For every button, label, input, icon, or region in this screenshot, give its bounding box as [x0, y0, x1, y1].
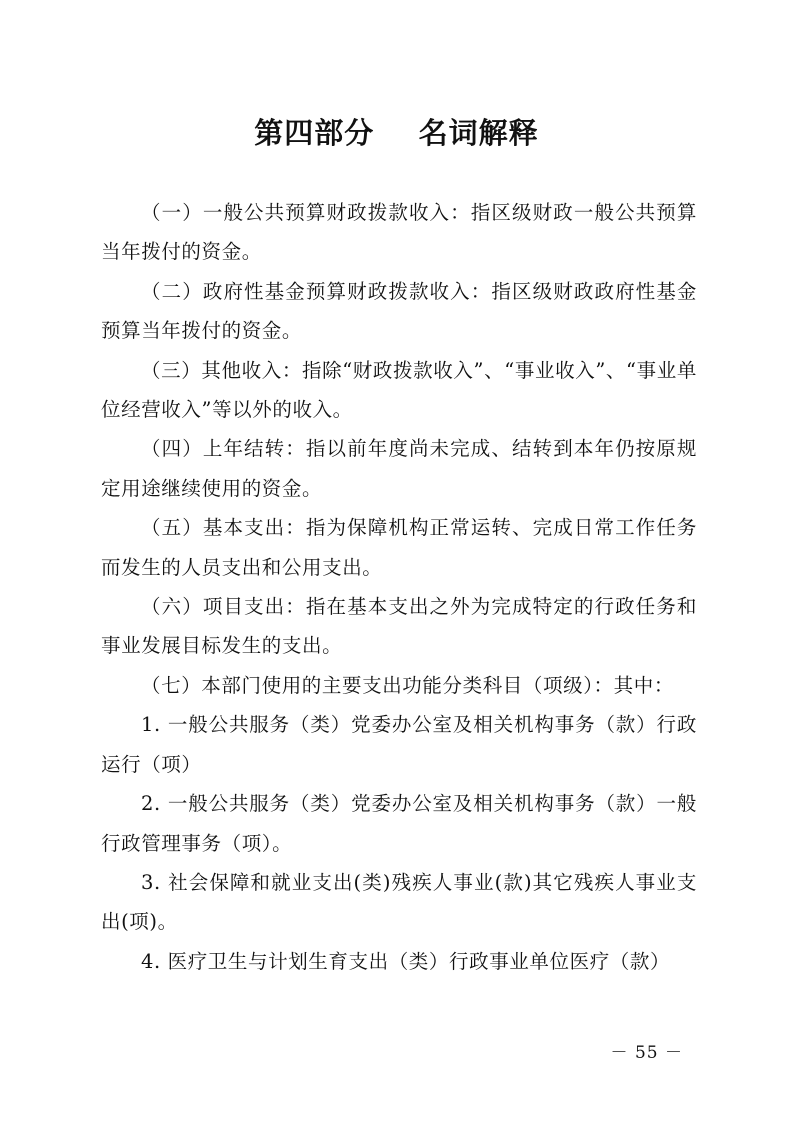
page-number: － 55 －: [610, 1043, 683, 1063]
list-item-1: 1. 一般公共服务（类）党委办公室及相关机构事务（款）行政运行（项）: [101, 713, 697, 776]
list-item-2: 2. 一般公共服务（类）党委办公室及相关机构事务（款）一般行政管理事务（项）。: [101, 792, 697, 855]
paragraph-basic-expenditure: （五）基本支出：指为保障机构正常运转、完成日常工作任务而发生的人员支出和公用支出。: [101, 516, 697, 579]
paragraph-prior-year-carryover: （四）上年结转：指以前年度尚未完成、结转到本年仍按原规定用途继续使用的资金。: [101, 437, 697, 500]
paragraph-functional-classification: （七）本部门使用的主要支出功能分类科目（项级）：其中：: [141, 673, 674, 697]
paragraph-project-expenditure: （六）项目支出：指在基本支出之外为完成特定的行政任务和事业发展目标发生的支出。: [101, 595, 697, 658]
paragraph-general-budget-income: （一）一般公共预算财政拨款收入：指区级财政一般公共预算当年拨付的资金。: [101, 201, 697, 264]
page-title: 第四部分 名词解释: [254, 116, 539, 150]
document-body: [101, 193, 697, 981]
paragraph-other-income: （三）其他收入：指除“财政拨款收入”、“事业收入”、“事业单位经营收入”等以外的收入。: [101, 358, 697, 422]
list-item-3: 3. 社会保障和就业支出(类)残疾人事业(款)其它残疾人事业支出(项)。: [101, 870, 697, 934]
list-item-4: 4. 医疗卫生与计划生育支出（类）行政事业单位医疗（款）: [141, 949, 671, 973]
paragraph-government-fund-income: （二）政府性基金预算财政拨款收入：指区级财政政府性基金预算当年拨付的资金。: [101, 279, 697, 343]
